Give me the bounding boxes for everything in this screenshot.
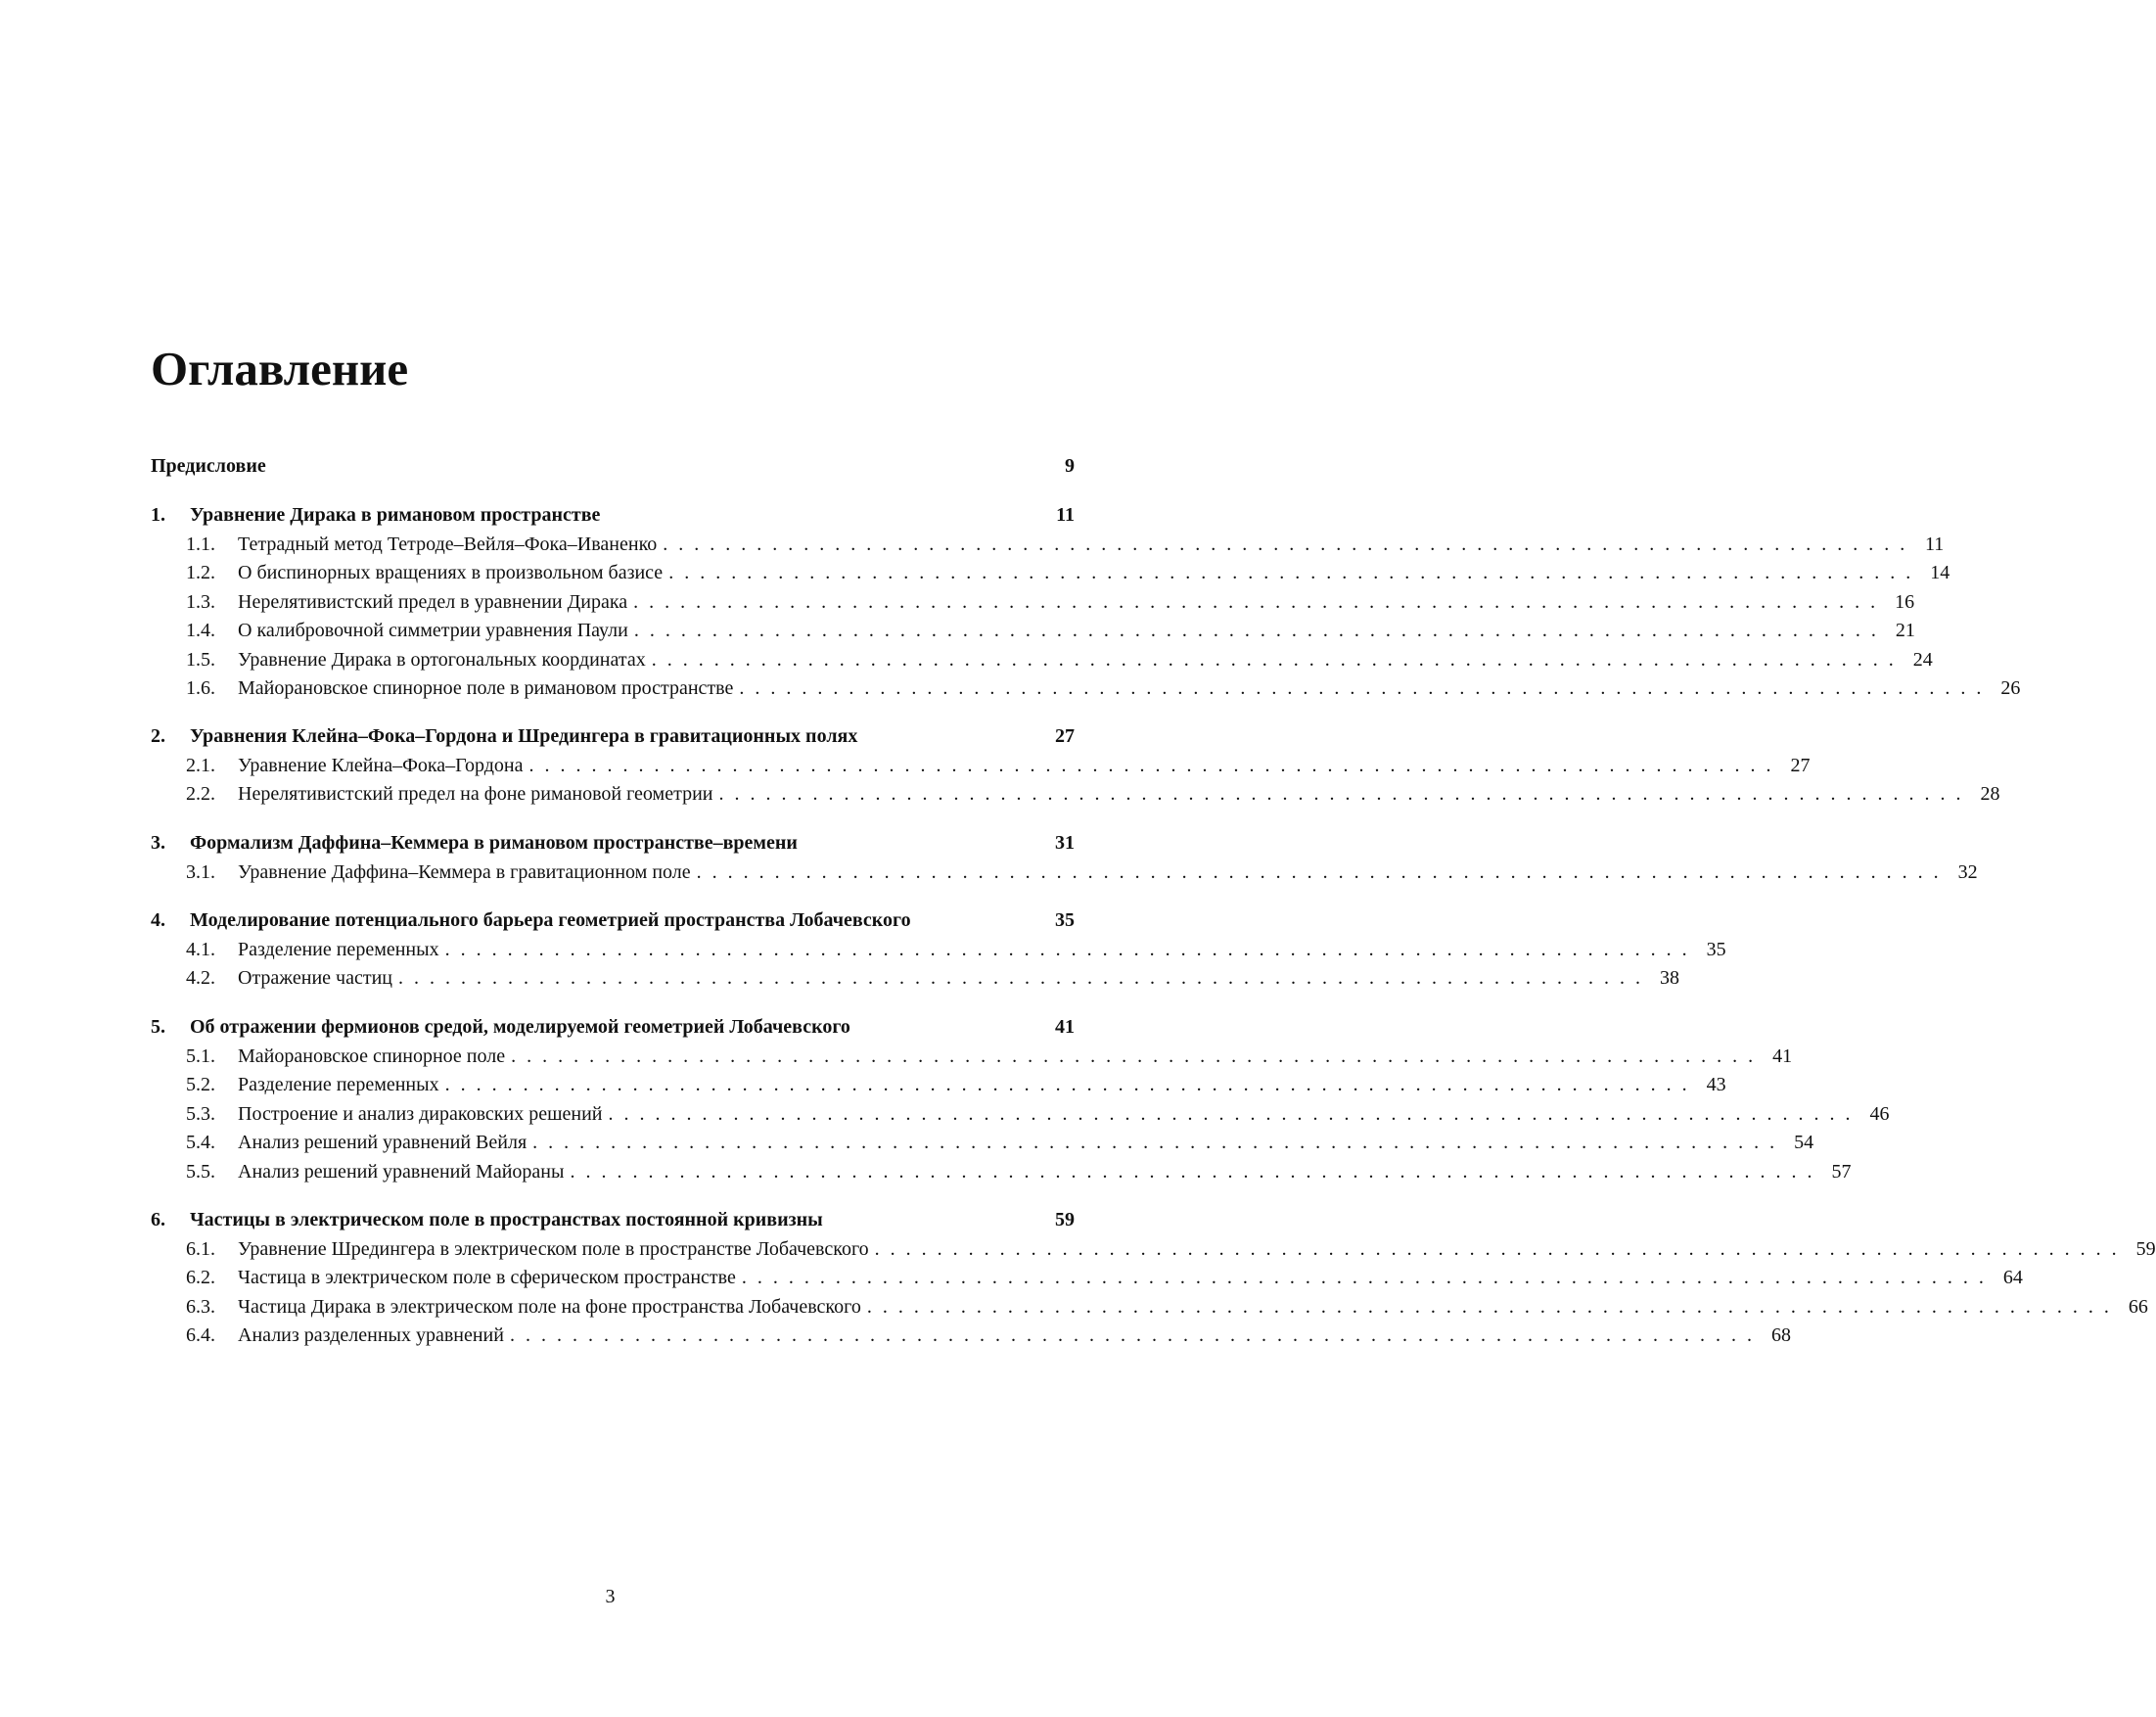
section-title: Отражение частиц [238, 967, 392, 989]
section-page: 28 [1980, 783, 2000, 805]
section-page: 54 [1794, 1132, 1814, 1153]
dot-leader [439, 936, 1697, 963]
section-title: Частица в электрическом поле в сферическом пространстве [238, 1267, 736, 1288]
section-number: 6.3. [186, 1295, 215, 1318]
toc-section[interactable] [151, 646, 1933, 673]
section-page: 57 [1831, 1160, 1852, 1183]
section-number: 5.4. [186, 1132, 215, 1153]
preface-title: Предисловие [151, 455, 266, 477]
section-number: 1.6. [186, 677, 215, 699]
chapter-page: 59 [1055, 1209, 1075, 1230]
page-title: Оглавление [151, 342, 409, 395]
section-title: Уравнение Клейна–Фока–Гордона [238, 754, 524, 776]
section-number: 6.4. [186, 1324, 215, 1346]
section-number: 6.2. [186, 1267, 215, 1288]
dot-leader [602, 1100, 1859, 1128]
section-number: 1.3. [186, 590, 215, 613]
dot-leader [523, 752, 1780, 779]
section-title: Разделение переменных [238, 1074, 439, 1095]
dot-leader [564, 1158, 1821, 1185]
toc-section[interactable] [151, 617, 1915, 644]
section-page: 43 [1706, 1074, 1726, 1095]
section-number: 1.4. [186, 620, 215, 641]
dot-leader [657, 531, 1914, 558]
toc-section[interactable] [151, 858, 1978, 886]
toc-section[interactable] [151, 936, 1726, 963]
toc-section[interactable] [151, 674, 2021, 702]
section-page: 66 [2128, 1295, 2148, 1318]
section-number: 4.1. [186, 938, 215, 960]
section-page: 27 [1790, 754, 1811, 776]
section-number: 2.2. [186, 783, 215, 805]
toc-preface[interactable] [151, 452, 1075, 480]
section-number: 5.2. [186, 1074, 215, 1095]
section-title: Анализ решений уравнений Вейля [238, 1132, 528, 1153]
section-title: Уравнение Шредингера в электрическом поле в пространстве Лобачевского [238, 1237, 869, 1260]
toc-section[interactable] [151, 588, 1915, 616]
section-page: 38 [1659, 967, 1679, 989]
dot-leader [691, 858, 1949, 886]
chapter-number: 5. [151, 1016, 165, 1038]
section-number: 1.5. [186, 648, 215, 671]
dot-leader [869, 1235, 2127, 1263]
chapter-number: 4. [151, 909, 165, 931]
toc-chapter[interactable] [151, 906, 1075, 934]
toc-section[interactable] [151, 559, 1950, 586]
section-number: 4.2. [186, 967, 215, 989]
section-page: 35 [1706, 938, 1726, 960]
dot-leader [439, 1071, 1697, 1098]
toc-chapter[interactable] [151, 722, 1075, 750]
section-title: Нерелятивистский предел в уравнении Дирака [238, 590, 628, 613]
section-number: 5.1. [186, 1044, 215, 1067]
dot-leader [392, 964, 1650, 992]
chapter-page: 41 [1055, 1016, 1075, 1038]
preface-page: 9 [1065, 455, 1075, 477]
toc-section[interactable] [151, 1129, 1814, 1156]
section-title: Построение и анализ дираковских решений [238, 1102, 603, 1125]
section-number: 3.1. [186, 860, 215, 883]
section-page: 59 [2135, 1237, 2156, 1260]
chapter-page: 35 [1055, 909, 1075, 931]
section-title: Нерелятивистский предел на фоне римановой геометрии [238, 783, 713, 805]
section-title: Анализ решений уравнений Майораны [238, 1160, 565, 1183]
section-number: 1.2. [186, 562, 215, 583]
toc-chapter[interactable] [151, 1013, 1075, 1041]
section-number: 5.3. [186, 1102, 215, 1125]
chapter-title: Частицы в электрическом поле в пространствах постоянной кривизны [190, 1209, 823, 1230]
chapter-title: Уравнение Дирака в римановом пространстве [190, 504, 601, 526]
dot-leader [505, 1043, 1763, 1070]
section-page: 32 [1957, 860, 1978, 883]
chapter-page: 27 [1055, 725, 1075, 747]
dot-leader [712, 780, 1970, 808]
chapter-number: 3. [151, 832, 165, 854]
toc-chapter[interactable] [151, 829, 1075, 857]
section-page: 14 [1930, 562, 1950, 583]
section-number: 1.1. [186, 533, 215, 555]
section-title: Разделение переменных [238, 938, 439, 960]
section-title: Анализ разделенных уравнений [238, 1324, 504, 1346]
toc-section[interactable] [151, 752, 1811, 779]
chapter-title: Формализм Даффина–Кеммера в римановом пространстве–времени [190, 832, 798, 854]
toc-section[interactable] [151, 1293, 2148, 1321]
chapter-page: 31 [1055, 832, 1075, 854]
toc-section[interactable] [151, 1322, 1791, 1349]
section-page: 64 [2002, 1267, 2023, 1288]
toc-chapter[interactable] [151, 1206, 1075, 1233]
toc-section[interactable] [151, 1071, 1726, 1098]
section-page: 16 [1895, 590, 1915, 613]
dot-leader [627, 588, 1885, 616]
toc-section[interactable] [151, 964, 1679, 992]
section-number: 5.5. [186, 1160, 215, 1183]
dot-leader [527, 1129, 1784, 1156]
toc-section[interactable] [151, 1158, 1852, 1185]
chapter-number: 2. [151, 725, 165, 747]
chapter-number: 6. [151, 1209, 165, 1230]
section-page: 46 [1869, 1102, 1890, 1125]
toc-chapter[interactable] [151, 501, 1075, 529]
section-title: Частица Дирака в электрическом поле на фоне пространства Лобачевского [238, 1295, 861, 1318]
dot-leader [861, 1293, 2119, 1321]
section-title: Майорановское спинорное поле [238, 1044, 506, 1067]
section-page: 11 [1925, 533, 1945, 555]
toc-section[interactable] [151, 1100, 1890, 1128]
toc-section[interactable] [151, 1235, 2156, 1263]
chapter-page: 11 [1056, 504, 1075, 526]
section-page: 21 [1895, 620, 1915, 641]
section-number: 2.1. [186, 754, 215, 776]
toc-section[interactable] [151, 1043, 1793, 1070]
chapter-title: Об отражении фермионов средой, моделируемой геометрией Лобачевского [190, 1016, 850, 1038]
section-page: 41 [1772, 1044, 1793, 1067]
chapter-title: Моделирование потенциального барьера геометрией пространства Лобачевского [190, 909, 911, 931]
toc-section[interactable] [151, 1264, 2023, 1291]
section-title: Тетрадный метод Тетроде–Вейля–Фока–Иваненко [238, 533, 658, 555]
section-page: 24 [1912, 648, 1933, 671]
section-title: Уравнение Даффина–Кеммера в гравитационном поле [238, 860, 691, 883]
dot-leader [504, 1322, 1762, 1349]
dot-leader [628, 617, 1886, 644]
section-number: 6.1. [186, 1237, 215, 1260]
dot-leader [736, 1264, 1994, 1291]
section-page: 68 [1770, 1324, 1791, 1346]
section-title: Майорановское спинорное поле в римановом пространстве [238, 677, 734, 699]
section-title: Уравнение Дирака в ортогональных координатах [238, 648, 646, 671]
section-title: О калибровочной симметрии уравнения Паули [238, 620, 628, 641]
section-title: О биспинорных вращениях в произвольном базисе [238, 562, 664, 583]
dot-leader [663, 559, 1920, 586]
section-page: 26 [2000, 677, 2021, 699]
dot-leader [733, 674, 1991, 702]
chapter-title: Уравнения Клейна–Фока–Гордона и Шредингера в гравитационных полях [190, 725, 858, 747]
chapter-number: 1. [151, 504, 165, 526]
toc-section[interactable] [151, 531, 1945, 558]
page-number: 3 [605, 1586, 616, 1607]
toc-section[interactable] [151, 780, 2000, 808]
dot-leader [646, 646, 1904, 673]
